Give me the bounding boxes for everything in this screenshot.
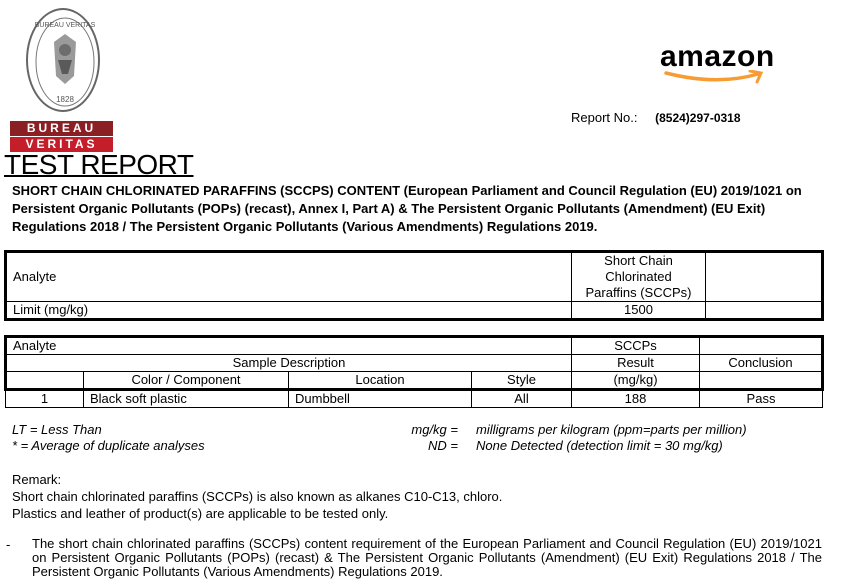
location-header: Location xyxy=(289,372,472,390)
table-row xyxy=(6,355,823,372)
sample-location: Dumbbell xyxy=(289,390,472,408)
svg-text:1828: 1828 xyxy=(56,95,74,104)
unit-header: (mg/kg) xyxy=(572,372,700,390)
sample-result: 188 xyxy=(572,390,700,408)
table-row xyxy=(6,252,823,302)
remark-line-2: Plastics and leather of product(s) are applicable to be tested only. xyxy=(12,506,389,521)
remark-line-1: Short chain chlorinated paraffins (SCCPs) is also known as alkanes C10-C13, chloro. xyxy=(12,489,503,504)
table-row xyxy=(6,390,823,408)
remark-block xyxy=(12,471,502,522)
report-number-value: (8524)297-0318 xyxy=(655,111,741,125)
bureau-veritas-seal-logo xyxy=(26,8,100,112)
logo-band-bureau: BUREAU xyxy=(10,121,113,136)
note-bullet: - xyxy=(6,537,11,552)
sample-conclusion: Pass xyxy=(700,390,823,408)
remark-label: Remark: xyxy=(12,472,62,487)
analyte-label: Analyte xyxy=(6,252,572,302)
test-heading: SHORT CHAIN CHLORINATED PARAFFINS (SCCPS) CONTENT (European Parliament and Council Regulation (EU) 2019/1021 on Persistent Organic Pollutants (POPs) (recast), Annex I, Part A) & The Persistent Organic Pollutants (Amendment) (EU Exit) Regulations 2018 / The Persistent Organic Pollutants (Various Amendments) Regulations 2019. xyxy=(12,183,802,234)
style-header: Style xyxy=(472,372,572,390)
report-number-label: Report No.: xyxy=(571,110,638,125)
result-table xyxy=(4,335,824,408)
color-component-header: Color / Component xyxy=(84,372,289,390)
analyte-name: Short Chain Chlorinated Paraffins (SCCPs) xyxy=(572,252,706,302)
legend-nd-value: None Detected (detection limit = 30 mg/kg) xyxy=(476,438,723,453)
result-header: Result xyxy=(572,355,700,372)
report-number xyxy=(571,110,741,125)
legend-nd-key: ND = xyxy=(428,438,458,453)
legend-lt: LT = Less Than xyxy=(12,422,102,437)
logo-band-veritas: VERITAS xyxy=(10,137,113,152)
limit-value: 1500 xyxy=(572,302,706,320)
sccps-header: SCCPs xyxy=(572,337,700,355)
sample-number: 1 xyxy=(6,390,84,408)
conclusion-header: Conclusion xyxy=(700,355,823,372)
legend-average: * = Average of duplicate analyses xyxy=(12,438,205,453)
analyte-header: Analyte xyxy=(6,337,572,355)
regulation-note: The short chain chlorinated paraffins (SCCPs) content requirement of the European Parliament and Council Regulation (EU) 2019/1021 on Persistent Organic Pollutants (POPs) (recast) & The Persistent Organic Pollutants (Amendment) (EU Exit) Regulations 2018 / The Persistent Organic Pollutants (Various Amendments) Regulations 2019. xyxy=(32,536,822,579)
page-title: TEST REPORT xyxy=(4,149,194,180)
amazon-logo: amazon xyxy=(660,40,775,73)
limit-label: Limit (mg/kg) xyxy=(6,302,572,320)
table-row xyxy=(6,302,823,320)
table-row xyxy=(6,337,823,355)
sample-description-header: Sample Description xyxy=(6,355,572,372)
sample-component: Black soft plastic xyxy=(84,390,289,408)
limit-table xyxy=(4,250,824,321)
svg-text:BUREAU VERITAS: BUREAU VERITAS xyxy=(34,22,96,29)
legend-mgkg-value: milligrams per kilogram (ppm=parts per million) xyxy=(476,422,747,437)
sample-style: All xyxy=(472,390,572,408)
table-row xyxy=(6,372,823,390)
amazon-smile-icon xyxy=(662,70,772,84)
legend-mgkg-key: mg/kg = xyxy=(411,422,458,437)
